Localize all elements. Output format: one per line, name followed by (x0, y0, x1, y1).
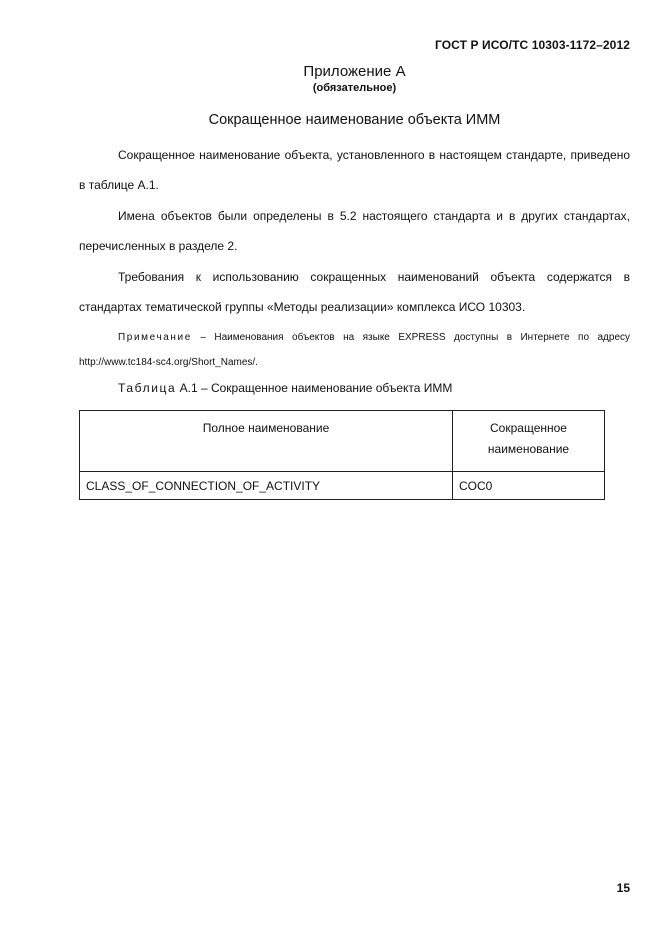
table-header-row (80, 411, 605, 472)
section-title: Сокращенное наименование объекта ИММ (208, 112, 501, 128)
table-row (80, 472, 605, 500)
appendix-subtitle: (обязательное) (312, 82, 397, 94)
cell-short-name: COC0 (453, 472, 605, 500)
table-caption (118, 381, 452, 395)
cell-full-name: CLASS_OF_CONNECTION_OF_ACTIVITY (80, 472, 453, 500)
note (79, 325, 630, 375)
note-label: Примечание (118, 332, 192, 343)
appendix-title: Приложение А (303, 63, 406, 80)
paragraph-3: Требования к использованию сокращенных наименований объекта содержатся в стандартах тематической группы «Методы реализации» комплекса ИСО 10303. (79, 270, 630, 314)
paragraph-2: Имена объектов были определены в 5.2 настоящего стандарта и в других стандартах, перечисленных в разделе 2. (79, 209, 630, 253)
document-standard-id: ГОСТ Р ИСО/ТС 10303-1172–2012 (434, 38, 630, 52)
paragraph-1: Сокращенное наименование объекта, установленного в настоящем стандарте, приведено в таблице А.1. (79, 148, 630, 192)
note-text: – Наименования объектов на языке EXPRESS доступны в Интернете по адресу http://www.tc184-sc4.org/Short_Names/. (79, 332, 630, 368)
table-caption-text: А.1 – Сокращенное наименование объекта ИММ (176, 381, 453, 395)
page-number: 15 (616, 881, 630, 895)
table-caption-label: Таблица (118, 381, 177, 395)
header-full-name: Полное наименование (80, 411, 453, 472)
header-short-name: Сокращенное наименование (453, 411, 605, 472)
short-names-table (79, 410, 605, 500)
